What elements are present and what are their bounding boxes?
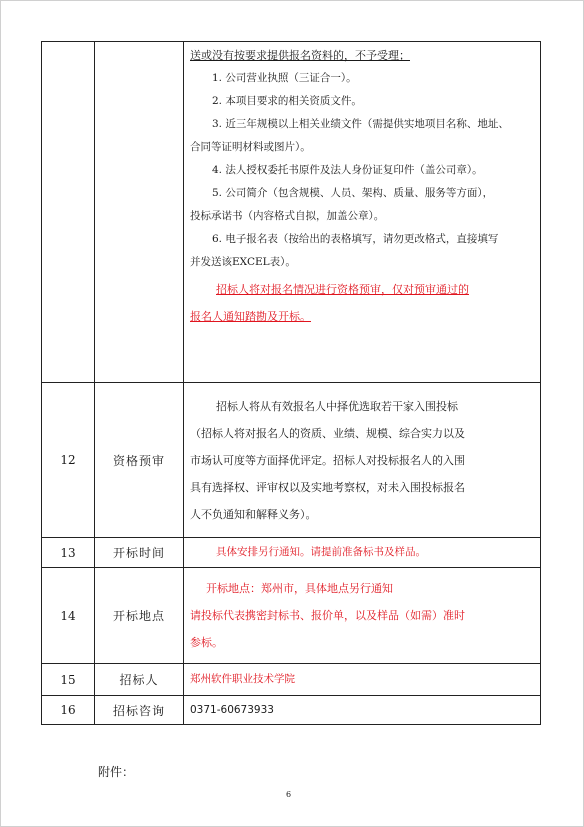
table-row-16 <box>42 696 541 725</box>
row-number: 13 <box>42 538 95 568</box>
requirement-item-6-cont: 并发送该EXCEL表）。 <box>190 256 296 268</box>
content-line: 招标人将从有效报名人中择优选取若干家入围投标 <box>216 399 458 413</box>
row-label: 资格预审 <box>95 383 184 538</box>
table-row-requirements <box>42 42 541 383</box>
row-label: 开标时间 <box>95 538 184 568</box>
requirements-intro: 送或没有按要求提供报名资料的，不予受理； <box>190 49 410 62</box>
table-row-14 <box>42 568 541 664</box>
requirement-item-1: 1. 公司营业执照（三证合一）。 <box>212 72 357 84</box>
spec-table <box>41 41 541 725</box>
requirement-item-3-cont: 合同等证明材料或图片）。 <box>190 141 311 153</box>
attachment-label: 附件： <box>98 765 135 779</box>
table-row-13 <box>42 538 541 568</box>
content-line: 参标。 <box>190 636 223 649</box>
row-content: 具体安排另行通知。请提前准备标书及样品。 <box>184 538 541 568</box>
requirement-item-5: 5. 公司简介（包含规模、人员、架构、质量、服务等方面）， <box>212 187 494 199</box>
content-line: （招标人将对报名人的资质、业绩、规模、综合实力以及 <box>190 426 465 440</box>
requirement-item-2: 2. 本项目要求的相关资质文件。 <box>212 95 362 107</box>
content-line: 人不负通知和解释义务）。 <box>190 507 317 521</box>
row-label-cell <box>95 42 184 383</box>
row-number: 15 <box>42 664 95 696</box>
prequalification-notice-line2: 报名人通知踏勘及开标。 <box>190 310 311 323</box>
row-content: 0371-60673933 <box>184 696 541 725</box>
table-row-15 <box>42 664 541 696</box>
row-number: 12 <box>42 383 95 538</box>
row-number: 16 <box>42 696 95 725</box>
row-number-cell <box>42 42 95 383</box>
requirement-item-3: 3. 近三年规模以上相关业绩文件（需提供实地项目名称、地址、 <box>212 118 509 130</box>
prequalification-notice-line1: 招标人将对报名情况进行资格预审，仅对预审通过的 <box>216 283 469 296</box>
page-number: 6 <box>286 790 292 799</box>
row-label: 招标人 <box>95 664 184 696</box>
requirement-item-4: 4. 法人授权委托书原件及法人身份证复印件（盖公司章）。 <box>212 164 483 176</box>
requirement-item-6: 6. 电子报名表（按给出的表格填写，请勿更改格式，直接填写 <box>212 233 499 245</box>
row-content: 郑州软件职业技术学院 <box>184 664 541 696</box>
content-line: 具有选择权、评审权以及实地考察权，对未入围投标报名 <box>190 480 465 494</box>
requirements-content <box>184 42 541 383</box>
requirement-item-5-cont: 投标承诺书（内容格式自拟，加盖公章）。 <box>190 210 385 222</box>
content-line: 市场认可度等方面择优评定。招标人对投标报名人的入围 <box>190 453 465 467</box>
content-line: 开标地点：郑州市，具体地点另行通知 <box>206 582 393 595</box>
row-content <box>184 568 541 664</box>
row-content <box>184 383 541 538</box>
row-number: 14 <box>42 568 95 664</box>
row-label: 开标地点 <box>95 568 184 664</box>
content-line: 请投标代表携密封标书、报价单，以及样品（如需）准时 <box>190 609 465 622</box>
table-row-12 <box>42 383 541 538</box>
row-label: 招标咨询 <box>95 696 184 725</box>
